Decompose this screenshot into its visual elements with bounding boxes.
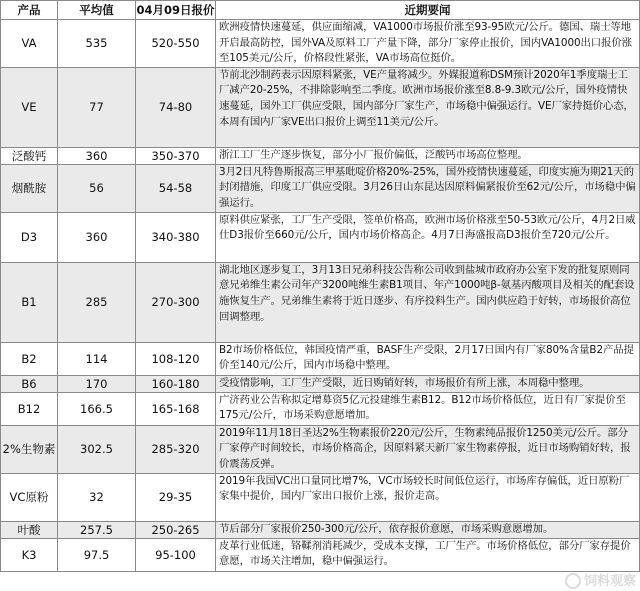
product-cell: VC原粉 [1,473,58,521]
news-cell: 2019年我国VC出口量同比增7%，VC市场较长时间低位运行，市场库存偏低，近日原粉厂家集中提价，国内厂家出口报价上涨，报价走高。 [216,473,640,521]
avg-cell: 302.5 [58,425,136,473]
quote-cell: 350-370 [136,147,216,164]
col-header-avg: 平均值 [58,1,136,20]
avg-cell: 535 [58,20,136,68]
table-row [1,67,640,147]
avg-cell: 257.5 [58,521,136,538]
news-cell: 受疫情影响，工厂生产受限，近日购销好转，市场报价有所上涨，本周稳中整理。 [216,375,640,392]
avg-cell: 114 [58,342,136,375]
product-cell: K3 [1,538,58,571]
product-cell: 泛酸钙 [1,147,58,164]
product-cell: 烟酰胺 [1,164,58,212]
quote-cell: 270-300 [136,262,216,342]
watermark-logo-icon [565,573,581,589]
table-row [1,20,640,68]
quote-cell: 285-320 [136,425,216,473]
avg-cell: 166.5 [58,392,136,425]
table-row [1,147,640,164]
watermark-text: 饲料观察 [583,573,636,589]
avg-cell: 97.5 [58,538,136,571]
table-row [1,342,640,375]
table-row [1,425,640,473]
news-cell: 湖北地区逐步复工，3月13日兄弟科技公告称公司收到盐城市政府办公室下发的批复原则同意兄弟维生素公司年产3200吨维生素B1项目、年产1000吨β-氨基丙酸项目及相关的配套设施恢复生产。兄弟维生素将于近日逐步、有序投料生产。国内供应趋于好转，市场报价高位回调整理。 [216,262,640,342]
product-cell: VE [1,67,58,147]
table-row [1,473,640,521]
table-row [1,538,640,571]
news-cell: 皮革行业低迷，铬鞣剂消耗减少，受成本支撑，工厂生产。市场价格低位，部分厂家存提价意愿，市场关注增加，稳中偏强运行。 [216,538,640,571]
quote-cell: 74-80 [136,67,216,147]
quote-cell: 95-100 [136,538,216,571]
product-cell: 2%生物素 [1,425,58,473]
news-cell: 广济药业公告称拟定增募资5亿元投建维生素B12。B12市场价格低位，近日有厂家提价至175元/公斤，市场采购意愿增加。 [216,392,640,425]
product-cell: B6 [1,375,58,392]
quote-cell: 520-550 [136,20,216,68]
quote-cell: 54-58 [136,164,216,212]
col-header-quote: 04月09日报价 [136,1,216,20]
quote-cell: 250-265 [136,521,216,538]
quote-cell: 160-180 [136,375,216,392]
table-row [1,262,640,342]
watermark [565,570,636,590]
header-row [1,1,640,20]
news-cell: 欧洲疫情快速蔓延，供应面缩减，VA1000市场报价涨至93-95欧元/公斤。德国、瑞士等地开启最高防控，国外VA及原料工厂产量下降，部分厂家停止报价，国内VA1000出口报价涨至105美元/公斤，价格段性紧张，VA市场高位挺价。 [216,20,640,68]
news-cell: 2019年11月18日圣达2%生物素报价220元/公斤，生物素纯品报价1250美元/公斤。部分厂家停产时间较长，市场价格高企，因原料紧天新厂家生物素停报，近日市场购销好转，报价震荡反弹。 [216,425,640,473]
table-row [1,392,640,425]
news-cell: 原料供应紧张，工厂生产受限，签单价格高，欧洲市场价格涨至50-53欧元/公斤，4月2日威仕D3报价至660元/公斤，国内市场价格高企。4月7日海盛报高D3报价至720元/公斤。 [216,212,640,262]
col-header-product: 产品 [1,1,58,20]
table-row [1,521,640,538]
product-cell: 叶酸 [1,521,58,538]
table-row [1,212,640,262]
news-cell: 节前北沙制药表示因原料紧张，VE产量将减少。外媒报道称DSM预计2020年1季度瑞士工厂减产20-25%，不排除影响至二季度。欧洲市场报价涨至8.8-9.3欧元/公斤，国外疫情快速蔓延，国外工厂供应受限，国内部分厂家生产，市场稳中偏强运行。VE厂家持挺价心态，本周有国内厂家VE出口报价上调至11美元/公斤。 [216,67,640,147]
news-cell: 浙江工厂生产逐步恢复，部分小厂报价偏低，泛酸钙市场高位整理。 [216,147,640,164]
product-cell: VA [1,20,58,68]
quote-cell: 340-380 [136,212,216,262]
avg-cell: 32 [58,473,136,521]
news-cell: B2市场价格低位，韩国疫情严重，BASF生产受限，2月17日国内有厂家80%含量B2产品提价至140元/公斤，国内市场稳中整理。 [216,342,640,375]
table-row [1,375,640,392]
avg-cell: 56 [58,164,136,212]
product-cell: B1 [1,262,58,342]
quote-cell: 165-168 [136,392,216,425]
avg-cell: 285 [58,262,136,342]
avg-cell: 77 [58,67,136,147]
col-header-news: 近期要闻 [216,1,640,20]
product-cell: B12 [1,392,58,425]
quote-cell: 29-35 [136,473,216,521]
avg-cell: 360 [58,147,136,164]
news-cell: 节后部分厂家报价250-300元/公斤，依存报价意愿，市场采购意愿增加。 [216,521,640,538]
product-cell: B2 [1,342,58,375]
quote-cell: 108-120 [136,342,216,375]
avg-cell: 360 [58,212,136,262]
avg-cell: 170 [58,375,136,392]
product-cell: D3 [1,212,58,262]
table-row [1,164,640,212]
news-cell: 3月2日凡特鲁斯报高三甲基吡啶价格20%-25%，国外疫情快速蔓延，印度实施为期21天的封闭措施，印度工厂供应受限。3月26日山东昆达因原料偏紧报价至62元/公斤，市场稳中偏强运行。 [216,164,640,212]
